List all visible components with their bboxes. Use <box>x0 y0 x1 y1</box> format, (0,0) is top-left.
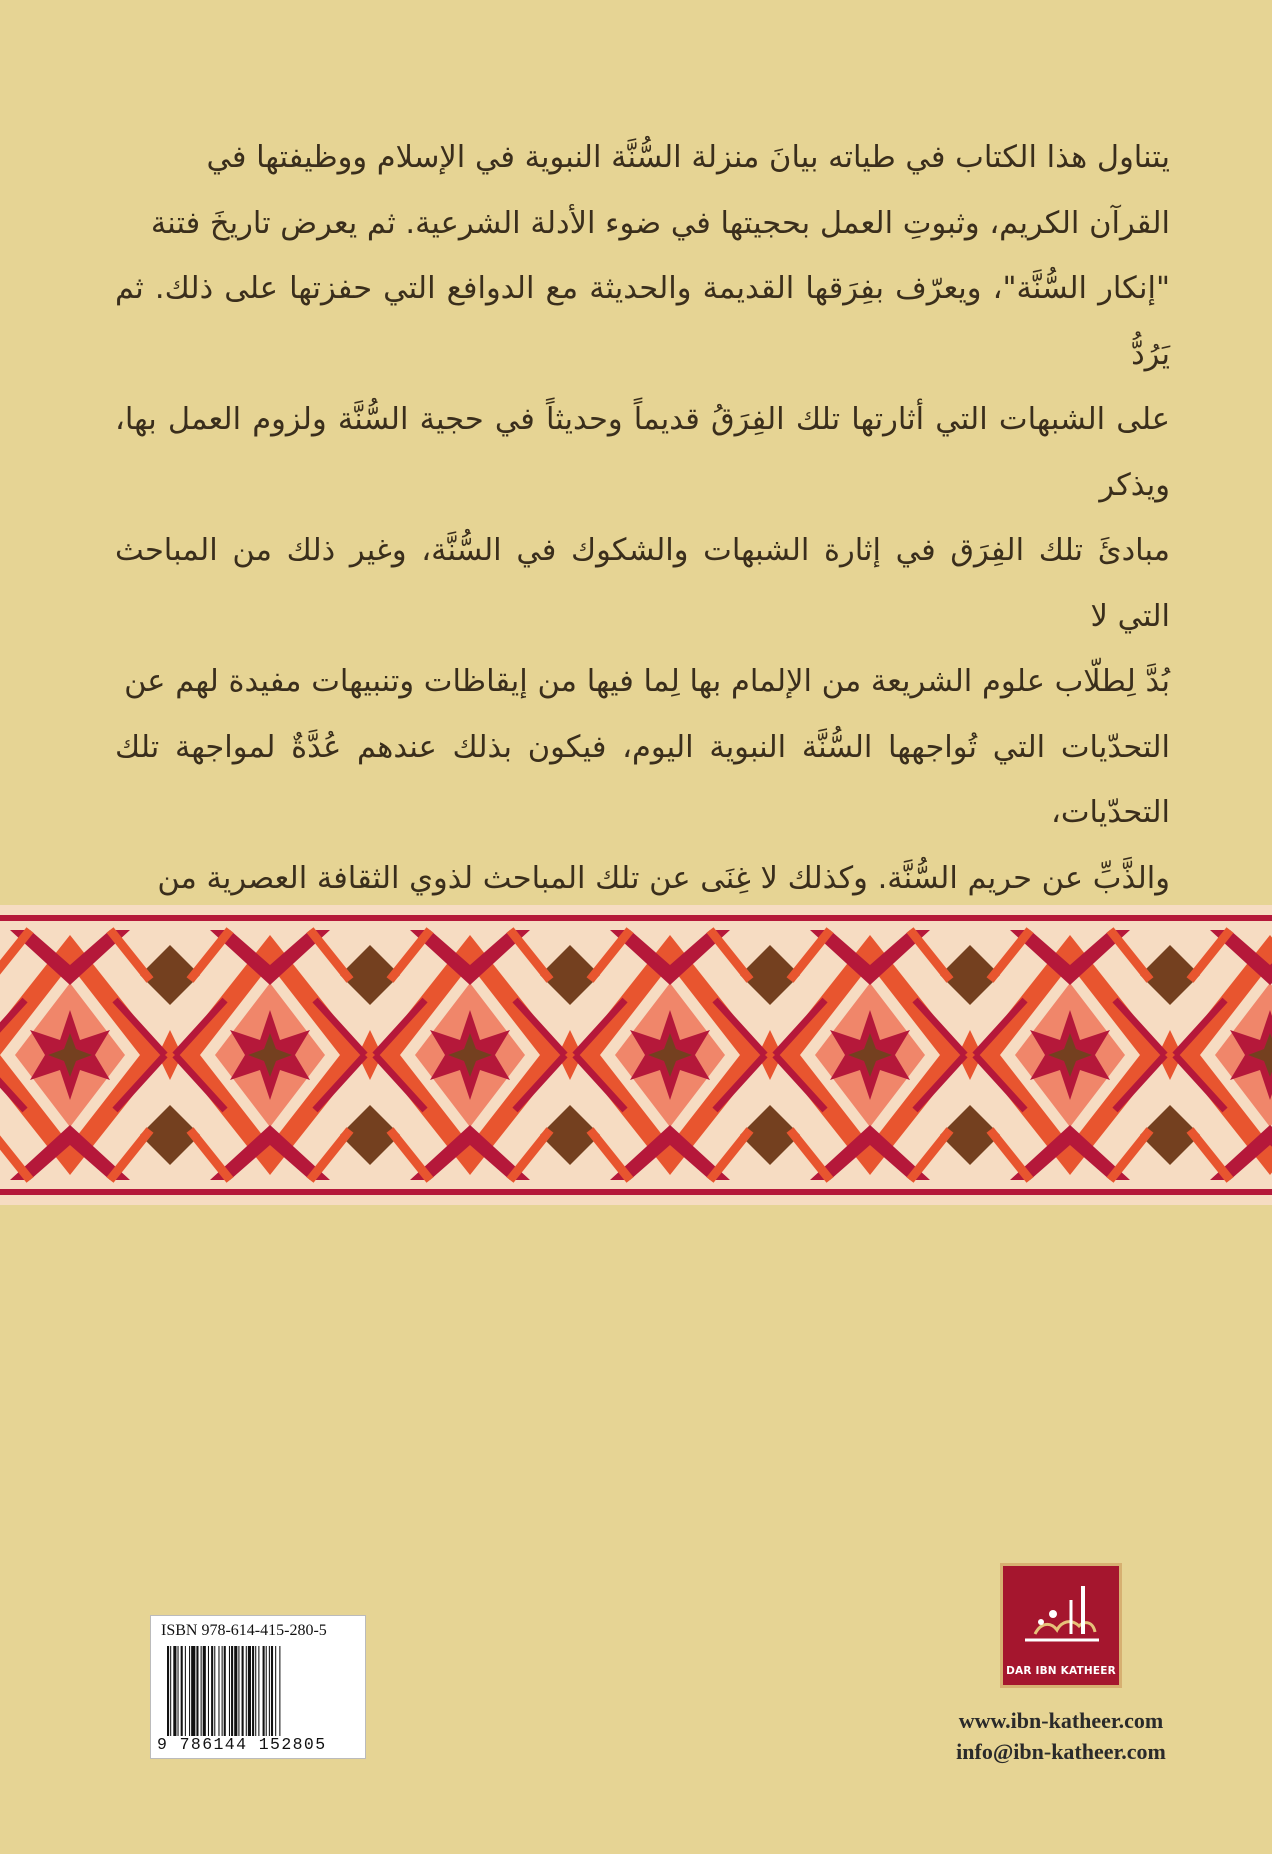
description-text <box>115 125 1170 977</box>
barcode-bar <box>263 1646 265 1736</box>
blurb-line: والذَّبِّ عن حريم السُّنَّة. وكذلك لا غِنَى عن تلك المباحث لذوي الثقافة العصرية من <box>157 860 1170 896</box>
website-link[interactable]: www.ibn-katheer.com <box>958 1708 1164 1733</box>
email-link[interactable]: info@ibn-katheer.com <box>956 1739 1166 1764</box>
blurb-line: مبادئَ تلك الفِرَق في إثارة الشبهات والشكوك في السُّنَّة، وغير ذلك من المباحث التي لا <box>115 533 1170 634</box>
barcode-bar <box>242 1646 244 1736</box>
band-bottom-border <box>0 1189 1272 1195</box>
barcode-bar <box>252 1646 254 1736</box>
barcode-bar <box>203 1646 206 1736</box>
isbn-label: ISBN 978-614-415-280-5 <box>161 1622 327 1639</box>
barcode-bar <box>170 1646 171 1736</box>
publisher-logo-mark <box>1013 1578 1109 1656</box>
barcode-bar <box>185 1646 186 1736</box>
barcode-bar <box>238 1646 239 1736</box>
arabesque-pattern <box>0 905 1272 1205</box>
barcode-bar <box>275 1646 276 1736</box>
barcode-bar <box>255 1646 256 1736</box>
blurb-line: التحدّيات التي تُواجهها السُّنَّة النبوية اليوم، فيكون بذلك عندهم عُدَّةٌ لمواجهة تلك التحدّيات، <box>115 729 1170 830</box>
barcode-bar <box>189 1646 190 1736</box>
barcode-bar <box>279 1646 280 1736</box>
publisher-logo <box>1000 1563 1122 1688</box>
barcode-bar <box>191 1646 195 1736</box>
barcode-bar <box>214 1646 215 1736</box>
barcode-bar <box>201 1646 202 1736</box>
barcode-bar <box>178 1646 179 1736</box>
arabesque-ornament-band <box>0 905 1272 1205</box>
blurb-line: القرآن الكريم، وثبوتِ العمل بحجيتها في ضوء الأدلة الشرعية. ثم يعرض تاريخَ فتنة <box>150 205 1170 241</box>
barcode-bar <box>269 1646 270 1736</box>
barcode-bar <box>173 1646 176 1736</box>
blurb-line: بُدَّ لِطلّاب علوم الشريعة من الإلمام بها لِما فيها من إيقاظات وتنبيهات مفيدة لهم عن <box>124 664 1170 699</box>
barcode-bar <box>196 1646 198 1736</box>
barcode-bar <box>246 1646 247 1736</box>
barcode-bar <box>211 1646 213 1736</box>
barcode-bar <box>234 1646 237 1736</box>
barcode-bar <box>266 1646 267 1736</box>
barcode-bar <box>224 1646 226 1736</box>
isbn-barcode <box>150 1615 366 1759</box>
ean-digits: 9 786144 152805 <box>157 1735 327 1754</box>
barcode-bar <box>248 1646 251 1736</box>
blurb-line: "إنكار السُّنَّة"، ويعرّف بفِرَقها القديمة والحديثة مع الدوافع التي حفزتها على ذلك. ثم يَرُدُّ <box>115 271 1170 372</box>
barcode-bar <box>181 1646 183 1736</box>
band-top-border <box>0 915 1272 921</box>
barcode-bar <box>229 1646 230 1736</box>
barcode-bars <box>165 1646 355 1736</box>
barcode-bar <box>222 1646 223 1736</box>
barcode-bar <box>271 1646 273 1736</box>
barcode-bar <box>218 1646 219 1736</box>
barcode-bar <box>231 1646 233 1736</box>
barcode-bar <box>258 1646 259 1736</box>
band-pattern-fill <box>0 927 1272 1183</box>
barcode-bar <box>167 1646 169 1736</box>
barcode-bar <box>208 1646 209 1736</box>
publisher-contact <box>950 1705 1172 1767</box>
blurb-line: يتناول هذا الكتاب في طياته بيانَ منزلة السُّنَّة النبوية في الإسلام ووظيفتها في <box>206 140 1170 175</box>
publisher-logo-text: DAR IBN KATHEER <box>1006 1665 1116 1677</box>
blurb-line: على الشبهات التي أثارتها تلك الفِرَقُ قديماً وحديثاً في حجية السُّنَّة ولزوم العمل بها، ويذكر <box>115 402 1170 503</box>
